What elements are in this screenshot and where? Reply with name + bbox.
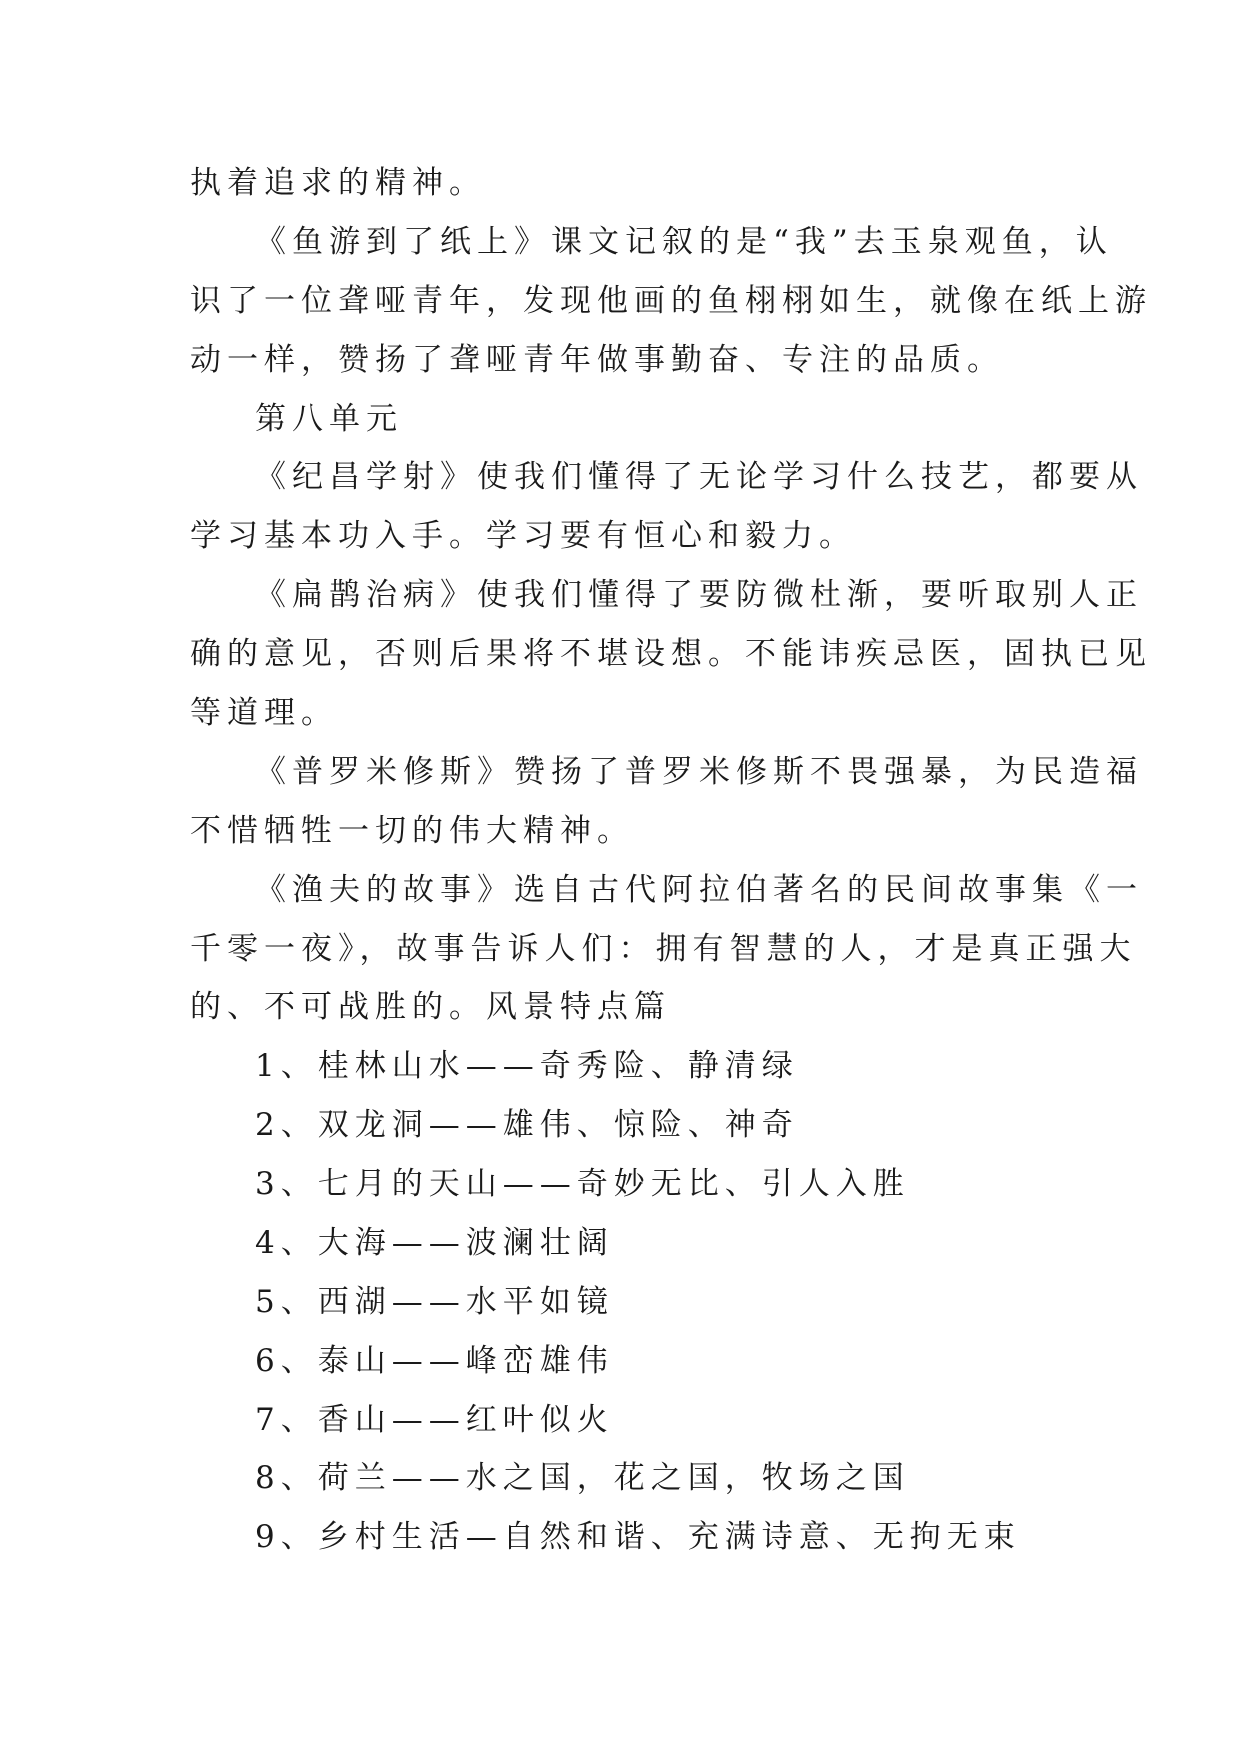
list-item: 7、香山——红叶似火 <box>255 1402 614 1438</box>
paragraph-first-line: 《鱼游到了纸上》课文记叙的是“我”去玉泉观鱼，认 <box>255 224 1113 260</box>
list-item: 1、桂林山水——奇秀险、静清绿 <box>255 1048 799 1084</box>
list-item: 6、泰山——峰峦雄伟 <box>255 1343 614 1379</box>
list-item: 3、七月的天山——奇妙无比、引人入胜 <box>255 1166 910 1202</box>
text-line: 执着追求的精神。 <box>190 165 486 201</box>
paragraph-first-line: 《纪昌学射》使我们懂得了无论学习什么技艺，都要从 <box>255 459 1143 495</box>
section-heading: 第八单元 <box>255 401 403 437</box>
list-item: 4、大海——波澜壮阔 <box>255 1225 614 1261</box>
paragraph-first-line: 《普罗米修斯》赞扬了普罗米修斯不畏强暴，为民造福 <box>255 754 1143 790</box>
paragraph-first-line: 《扁鹊治病》使我们懂得了要防微杜渐，要听取别人正 <box>255 577 1143 613</box>
list-item: 2、双龙洞——雄伟、惊险、神奇 <box>255 1107 799 1143</box>
text-line: 确的意见，否则后果将不堪设想。不能讳疾忌医，固执已见 <box>190 636 1152 672</box>
text-line: 识了一位聋哑青年，发现他画的鱼栩栩如生，就像在纸上游 <box>190 283 1152 319</box>
text-line: 千零一夜》，故事告诉人们：拥有智慧的人，才是真正强大 <box>190 931 1137 967</box>
list-item: 9、乡村生活—自然和谐、充满诗意、无拘无束 <box>255 1519 1021 1555</box>
text-line: 动一样，赞扬了聋哑青年做事勤奋、专注的品质。 <box>190 342 1004 378</box>
text-line: 等道理。 <box>190 695 338 731</box>
list-item: 8、荷兰——水之国，花之国，牧场之国 <box>255 1460 910 1496</box>
text-line: 的、不可战胜的。风景特点篇 <box>190 989 671 1025</box>
list-item: 5、西湖——水平如镜 <box>255 1284 614 1320</box>
paragraph-first-line: 《渔夫的故事》选自古代阿拉伯著名的民间故事集《一 <box>255 872 1143 908</box>
text-line: 学习基本功入手。学习要有恒心和毅力。 <box>190 518 856 554</box>
text-line: 不惜牺牲一切的伟大精神。 <box>190 813 634 849</box>
